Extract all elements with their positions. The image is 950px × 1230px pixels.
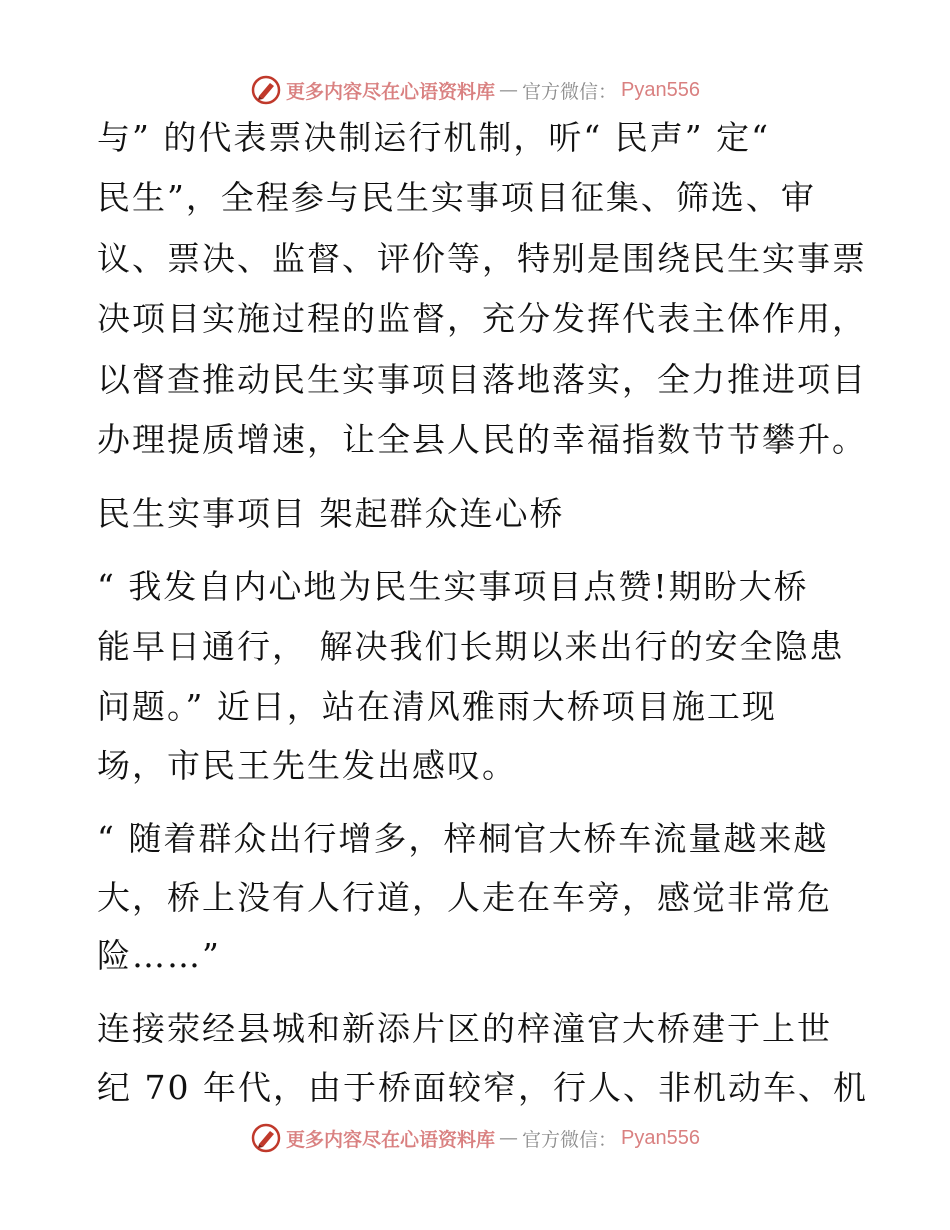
header-wechat-label: 官方微信：	[522, 80, 618, 103]
body-line: 与” 的代表票决制运行机制，听“ 民声” 定“	[97, 118, 770, 157]
footer-watermark	[0, 1118, 950, 1158]
header-wechat-id: Pyan556	[621, 78, 700, 101]
footer-wechat-label: 官方微信：	[522, 1128, 618, 1151]
body-line: “ 我发自内心地为民生实事项目点赞!期盼大桥	[97, 567, 809, 606]
body-line: 纪 70 年代，由于桥面较窄，行人、非机动车、机	[97, 1068, 868, 1107]
body-line: 险……”	[97, 936, 221, 975]
body-line: 办理提质增速，让全县人民的幸福指数节节攀升。	[97, 420, 867, 459]
body-line: 能早日通行， 解决我们长期以来出行的安全隐患	[97, 627, 845, 666]
footer-separator: —	[499, 1127, 519, 1149]
body-line: 大，桥上没有人行道，人走在车旁，感觉非常危	[97, 878, 832, 917]
header-watermark	[0, 70, 950, 110]
body-line: 议、票决、监督、评价等，特别是围绕民生实事票	[97, 239, 867, 278]
body-line: 连接荥经县城和新添片区的梓潼官大桥建于上世	[97, 1009, 832, 1048]
body-line: 场，市民王先生发出感叹。	[97, 746, 517, 785]
body-line: 问题。” 近日，站在清风雅雨大桥项目施工现	[97, 687, 777, 726]
footer-site-name: 更多内容尽在心语资料库	[286, 1128, 496, 1151]
pen-logo-icon	[250, 74, 282, 106]
header-site-name: 更多内容尽在心语资料库	[286, 80, 496, 103]
footer-wechat-id: Pyan556	[621, 1126, 700, 1149]
body-line: “ 随着群众出行增多，梓桐官大桥车流量越来越	[97, 819, 829, 858]
section-heading: 民生实事项目 架起群众连心桥	[97, 494, 565, 533]
pen-logo-icon	[250, 1122, 282, 1154]
body-line: 以督查推动民生实事项目落地落实，全力推进项目	[97, 360, 867, 399]
header-separator: —	[499, 79, 519, 101]
body-line: 民生”，全程参与民生实事项目征集、筛选、审	[97, 178, 816, 217]
body-line: 决项目实施过程的监督，充分发挥代表主体作用，	[97, 299, 867, 338]
